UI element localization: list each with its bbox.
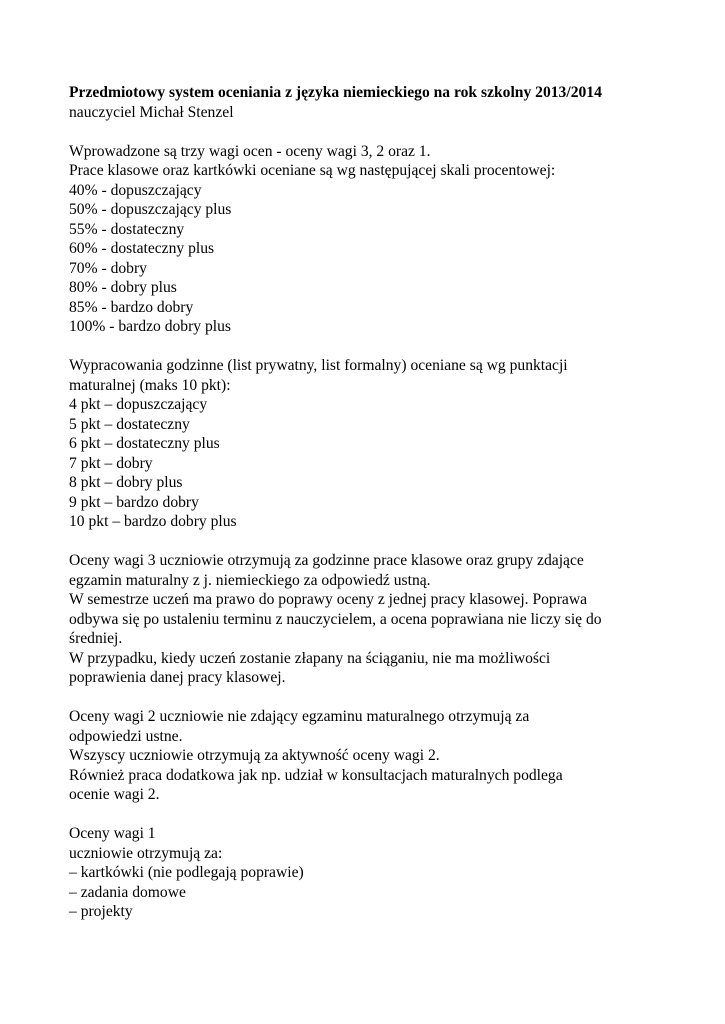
weight1-line: uczniowie otrzymują za: xyxy=(69,844,223,862)
essays-intro-line: Wypracowania godzinne (list prywatny, list formalny) oceniane są wg punktacji xyxy=(69,357,568,374)
weight2-line: Wszyscy uczniowie otrzymują za aktywność oceny wagi 2. xyxy=(69,747,440,764)
document-page xyxy=(69,83,709,922)
weight1-list-item: – zadania domowe xyxy=(69,883,186,901)
weight2-section xyxy=(69,707,709,805)
points-scale-item: 5 pkt – dostateczny xyxy=(69,415,190,433)
document-title: Przedmiotowy system oceniania z języka niemieckiego na rok szkolny 2013/2014 xyxy=(69,84,602,101)
weight3-line: poprawienia danej pracy klasowej. xyxy=(69,669,286,686)
weight3-section xyxy=(69,551,709,688)
weight3-line: W przypadku, kiedy uczeń zostanie złapany na ściąganiu, nie ma możliwości xyxy=(69,649,551,667)
weight3-line: W semestrze uczeń ma prawo do poprawy oceny z jednej pracy klasowej. Poprawa xyxy=(69,591,588,608)
weights-intro-line: Wprowadzone są trzy wagi ocen - oceny wagi 3, 2 oraz 1. xyxy=(69,142,431,160)
essays-intro-line: maturalnej (maks 10 pkt): xyxy=(69,376,231,394)
weight3-line: Oceny wagi 3 uczniowie otrzymują za godzinne prace klasowe oraz grupy zdające xyxy=(69,552,584,569)
weight2-line: odpowiedzi ustne. xyxy=(69,727,183,745)
weight1-list-item: – kartkówki (nie podlegają poprawie) xyxy=(69,864,304,881)
percent-scale-item: 80% - dobry plus xyxy=(69,279,177,296)
percent-scale-item: 70% - dobry xyxy=(69,259,147,277)
percent-scale-item: 100% - bardzo dobry plus xyxy=(69,318,231,335)
spacer xyxy=(69,532,709,552)
weight1-list-item: – projekty xyxy=(69,903,133,920)
points-scale-item: 7 pkt – dobry xyxy=(69,454,153,472)
tests-scale-intro: Prace klasowe oraz kartkówki oceniane są wg następującej skali procentowej: xyxy=(69,162,556,179)
spacer xyxy=(69,805,709,825)
percent-scale-item: 50% - dopuszczający plus xyxy=(69,201,232,218)
spacer xyxy=(69,122,709,142)
points-scale-item: 6 pkt – dostateczny plus xyxy=(69,435,220,452)
spacer xyxy=(69,688,709,708)
percent-scale-item: 60% - dostateczny plus xyxy=(69,240,215,257)
weight2-line: ocenie wagi 2. xyxy=(69,786,160,803)
points-scale-item: 10 pkt – bardzo dobry plus xyxy=(69,513,237,530)
teacher-name: nauczyciel Michał Stenzel xyxy=(69,103,234,121)
weight1-line: Oceny wagi 1 xyxy=(69,825,156,842)
spacer xyxy=(69,337,709,357)
weight1-section xyxy=(69,824,709,922)
percent-scale-item: 85% - bardzo dobry xyxy=(69,298,194,316)
weight2-line: Oceny wagi 2 uczniowie nie zdający egzaminu maturalnego otrzymują za xyxy=(69,708,530,725)
percent-scale-item: 40% - dopuszczający xyxy=(69,181,202,199)
points-scale-item: 4 pkt – dopuszczający xyxy=(69,396,208,413)
percent-scale-item: 55% - dostateczny xyxy=(69,220,185,238)
essays-section xyxy=(69,356,709,532)
weight3-line: średniej. xyxy=(69,630,123,647)
weights-intro-section xyxy=(69,142,709,337)
points-scale-item: 8 pkt – dobry plus xyxy=(69,474,183,491)
weight3-line: odbywa się po ustaleniu terminu z nauczycielem, a ocena poprawiana nie liczy się do xyxy=(69,610,602,628)
weight3-line: egzamin maturalny z j. niemieckiego za odpowiedź ustną. xyxy=(69,571,431,589)
weight2-line: Również praca dodatkowa jak np. udział w konsultacjach maturalnych podlega xyxy=(69,766,563,784)
points-scale-item: 9 pkt – bardzo dobry xyxy=(69,493,199,511)
